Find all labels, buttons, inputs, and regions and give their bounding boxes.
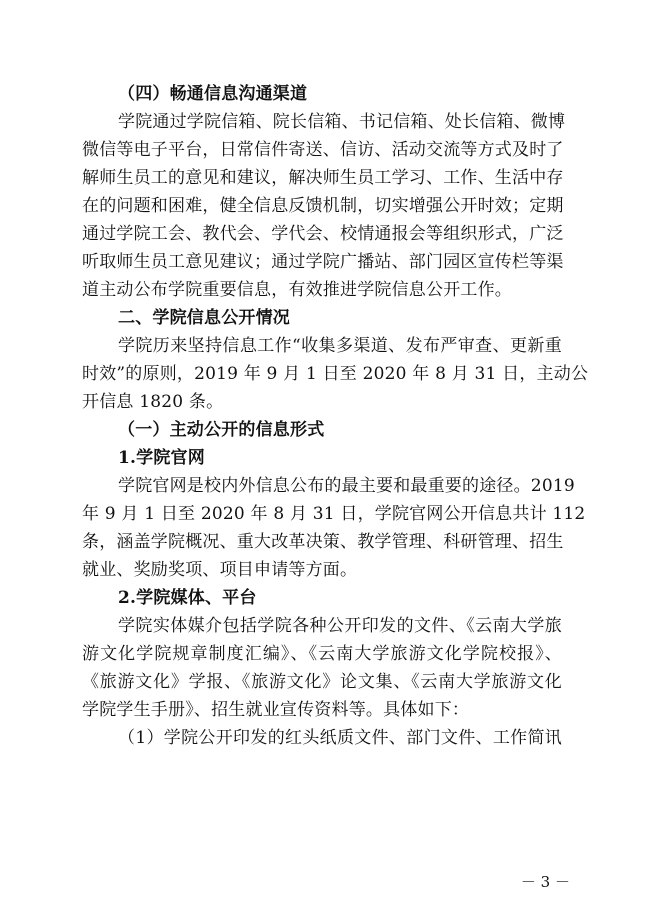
section-heading: 二、学院信息公开情况 (118, 308, 290, 328)
paragraph-line: 学院官网是校内外信息公布的最主要和最重要的途径。2019 (118, 476, 575, 496)
paragraph-line: 通过学院工会、教代会、学代会、校情通报会等组织形式，广泛 (82, 224, 564, 244)
paragraph-line: 就业、奖励奖项、项目申请等方面。 (82, 560, 358, 580)
paragraph-line: 解师生员工的意见和建议，解决师生员工学习、工作、生活中存 (82, 168, 564, 188)
page-number: － 3 － (520, 873, 570, 891)
document-body (82, 80, 589, 752)
section-heading: 2.学院媒体、平台 (118, 588, 257, 608)
paragraph-line: 条，涵盖学院概况、重大改革决策、教学管理、科研管理、招生 (82, 532, 564, 552)
paragraph-line: 学院实体媒介包括学院各种公开印发的文件、《云南大学旅 (118, 616, 562, 636)
paragraph-line: 道主动公布学院重要信息，有效推进学院信息公开工作。 (82, 280, 512, 300)
paragraph-line: 时效”的原则，2019 年 9 月 1 日至 2020 年 8 月 31 日，主动公 (82, 364, 589, 384)
paragraph-line: 听取师生员工意见建议；通过学院广播站、部门园区宣传栏等渠 (82, 252, 564, 272)
paragraph-line: （1）学院公开印发的红头纸质文件、部门文件、工作简讯 (118, 728, 562, 748)
section-heading: （四）畅通信息沟通渠道 (118, 84, 308, 104)
paragraph-line: 学院历来坚持信息工作“收集多渠道、发布严审查、更新重 (118, 336, 562, 356)
paragraph-line: 学院通过学院信箱、院长信箱、书记信箱、处长信箱、微博 (118, 112, 566, 132)
section-heading: （一）主动公开的信息形式 (118, 420, 325, 440)
paragraph-line: 学院学生手册》、招生就业宣传资料等。具体如下： (82, 700, 470, 720)
paragraph-line: 开信息 1820 条。 (82, 392, 224, 412)
paragraph-line: 微信等电子平台，日常信件寄送、信访、活动交流等方式及时了 (82, 140, 564, 160)
section-heading: 1.学院官网 (118, 448, 205, 468)
paragraph-line: 在的问题和困难，健全信息反馈机制，切实增强公开时效；定期 (82, 196, 564, 216)
paragraph-line: 年 9 月 1 日至 2020 年 8 月 31 日，学院官网公开信息共计 112 (82, 504, 586, 524)
paragraph-line: 《旅游文化》学报、《旅游文化》论文集、《云南大学旅游文化 (82, 672, 562, 692)
paragraph-line: 游文化学院规章制度汇编》、《云南大学旅游文化学院校报》、 (82, 644, 562, 664)
